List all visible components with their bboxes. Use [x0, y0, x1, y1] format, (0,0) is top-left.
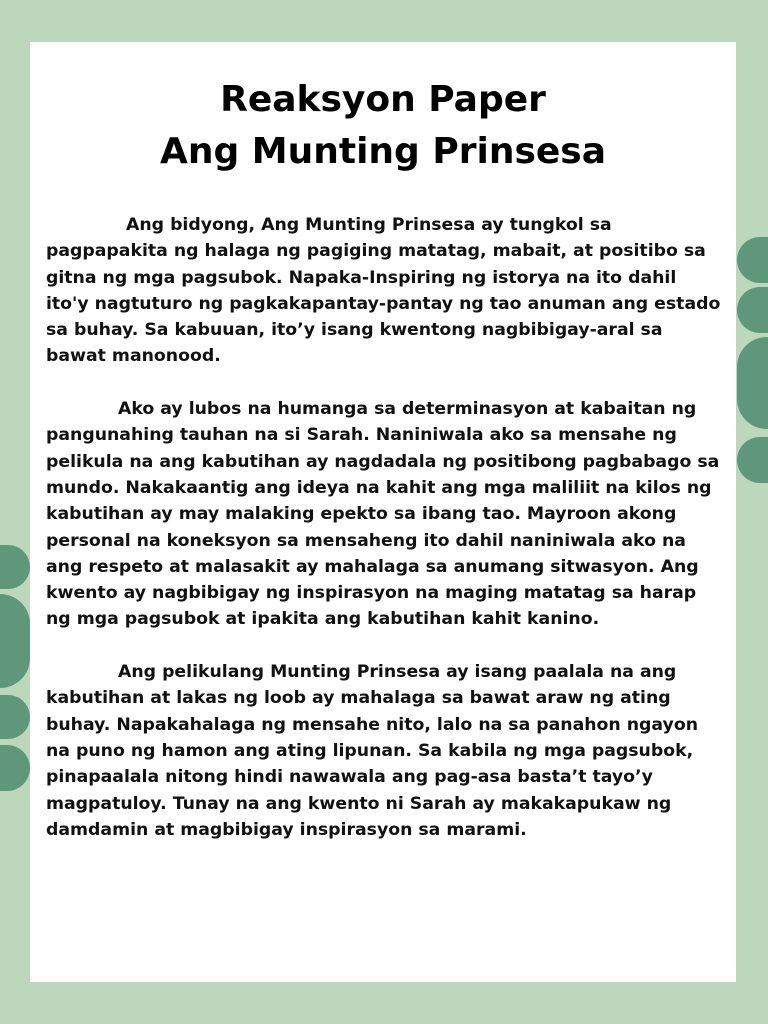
- paragraph-2: Ako ay lubos na humanga sa determinasyon at kabaitan ng pangunahing tauhan na si Sarah. Naniniwala ako sa mensahe ng pelikula na ang kabutihan ay nagdadala ng positibong pagbabago sa mundo. Nakakaantig ang ideya na kahit ang mga maliliit na kilos ng kabutihan ay may malaking epekto sa ibang tao. Mayroon akong personal na koneksyon sa mensaheng ito dahil naniniwala ako na ang respeto at malasakit ay mahalaga sa anumang sitwasyon. Ang kwento ay nagbibigay ng inspirasyon na maging matatag sa harap ng mga pagsubok at ipakita ang kabutihan kahit kanino.: [46, 399, 720, 630]
- decorative-pill: [0, 695, 30, 739]
- decorative-pill: [737, 437, 768, 483]
- title-line-2: Ang Munting Prinsesa: [159, 131, 607, 172]
- decorative-pill: [737, 287, 768, 333]
- decorative-pill: [0, 745, 30, 791]
- decorative-pill: [0, 594, 30, 688]
- title-line-1: Reaksyon Paper: [220, 79, 546, 120]
- document-title: [30, 74, 736, 178]
- decorative-pill: [737, 237, 768, 283]
- document-page: [30, 42, 736, 982]
- paragraph-3: Ang pelikulang Munting Prinsesa ay isang paalala na ang kabutihan at lakas ng loob ay mahalaga sa bawat araw ng ating buhay. Napakahalaga ng mensahe nito, lalo na sa panahon ngayon na puno ng hamon ang ating lipunan. Sa kabila ng mga pagsubok, pinapaalala nitong hindi nawawala ang pag-asa basta’t tayo’y magpatuloy. Tunay na ang kwento ni Sarah ay makakapukaw ng damdamin at magbibigay inspirasyon sa marami.: [46, 662, 698, 840]
- document-body: [46, 212, 722, 869]
- decorative-pill: [0, 545, 30, 589]
- decorative-pill: [737, 337, 768, 429]
- paragraph-1: Ang bidyong, Ang Munting Prinsesa ay tungkol sa pagpapakita ng halaga ng pagiging matatag, mabait, at positibo sa gitna ng mga pagsubok. Napaka-Inspiring ng istorya na ito dahil ito'y nagtuturo ng pagkakapantay-pantay ng tao anuman ang estado sa buhay. Sa kabuuan, ito’y isang kwentong nagbibigay-aral sa bawat manonood.: [46, 215, 721, 367]
